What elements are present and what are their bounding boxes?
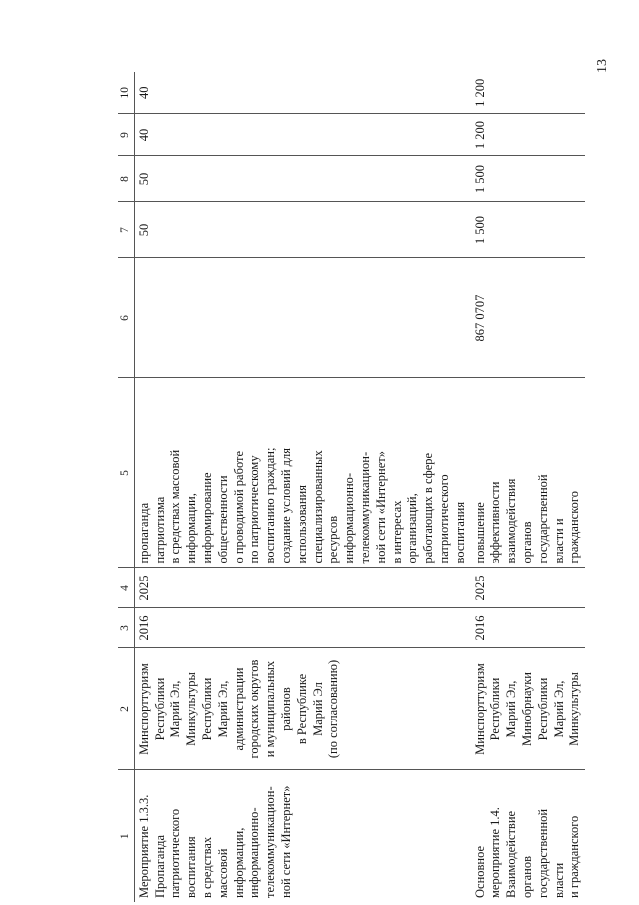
rotated-page-content	[118, 72, 620, 902]
cell-line: воспитанию граждан;	[263, 447, 278, 564]
activity-name-cell	[134, 770, 470, 902]
cell-line: патриотического	[168, 808, 183, 898]
cell-line: информации,	[231, 827, 246, 898]
cell-line: районов	[278, 687, 293, 731]
cell-line: информационно-	[247, 807, 262, 898]
cell-line: государственной	[535, 474, 550, 564]
activity-name-cell	[471, 770, 586, 902]
cell-line: Марий Эл,	[215, 680, 230, 738]
cell-line: эффективности	[488, 481, 503, 564]
col-header-6: 6	[118, 258, 134, 378]
cell-line: ресурсов	[326, 515, 341, 564]
table-row	[471, 72, 586, 902]
cell-line: Республики	[535, 677, 550, 741]
page-number: 13	[595, 59, 610, 73]
cell-line: информирование	[199, 472, 214, 564]
cell-line: телекоммуникацион-	[357, 451, 372, 564]
cell-line: Мероприятие 1.3.3.	[136, 794, 151, 898]
cell-line: Республики	[152, 677, 167, 741]
cell-line: телекоммуникацион-	[263, 786, 278, 898]
cell-line: мероприятие 1.4.	[488, 807, 503, 898]
cell-line: государственной	[535, 808, 550, 898]
end-year-cell: 2025	[471, 568, 586, 608]
cell-line: органов	[519, 855, 534, 898]
cell-line: органов	[519, 521, 534, 564]
cell-line: пропаганда	[136, 502, 151, 564]
col-header-10: 10	[118, 72, 134, 114]
cell-line: Марий Эл,	[504, 680, 519, 738]
cell-line: власти и	[551, 518, 566, 564]
value-cell: 40	[134, 72, 470, 114]
value-cell: 1 200	[471, 72, 586, 114]
cell-line: и гражданского	[567, 815, 582, 898]
start-year-cell: 2016	[471, 608, 586, 648]
col-header-7: 7	[118, 202, 134, 258]
cell-line: о проводимой работе	[231, 450, 246, 564]
cell-line: администрации	[231, 667, 246, 751]
responsible-executor-cell	[134, 648, 470, 770]
end-year-cell: 2025	[134, 568, 470, 608]
cell-line: Минспорттуризм	[136, 663, 151, 755]
cell-line: Минобрнауки	[519, 672, 534, 746]
cell-line: использования	[294, 485, 309, 564]
cell-line: Марий Эл	[310, 682, 325, 736]
budget-code-cell	[134, 258, 470, 378]
cell-line: Минкультуры	[184, 672, 199, 746]
cell-line: в средствах	[199, 836, 214, 898]
cell-line: организаций,	[405, 493, 420, 564]
value-cell: 50	[134, 156, 470, 202]
expected-result-cell	[471, 378, 586, 568]
value-cell: 40	[134, 114, 470, 156]
responsible-executor-cell	[471, 648, 586, 770]
cell-line: Основное	[472, 845, 487, 898]
cell-line: городских округов	[247, 659, 262, 759]
col-header-4: 4	[118, 568, 134, 608]
cell-line: информации,	[184, 493, 199, 564]
cell-line: повышение	[472, 502, 487, 564]
cell-line: информационно-	[342, 472, 357, 564]
cell-line: и муниципальных	[263, 660, 278, 758]
cell-line: специализированных	[310, 450, 325, 564]
cell-line: в интересах	[389, 500, 404, 564]
cell-line: взаимодействия	[504, 478, 519, 564]
expected-result-cell	[134, 378, 470, 568]
cell-line: создание условий для	[278, 447, 293, 564]
column-number-header-row	[118, 72, 134, 902]
cell-line: воспитания	[452, 501, 467, 564]
cell-line: патриотического	[436, 474, 451, 564]
cell-line: массовой	[215, 848, 230, 898]
cell-line: по патриотическому	[247, 455, 262, 564]
cell-line: Республики	[199, 677, 214, 741]
cell-line: патриотизма	[152, 496, 167, 564]
cell-line: Минкультуры	[567, 672, 582, 746]
cell-line: в средствах массовой	[168, 449, 183, 564]
cell-line: (по согласованию)	[326, 659, 341, 759]
cell-line: общественности	[215, 475, 230, 564]
cell-line: Республики	[488, 677, 503, 741]
cell-line: Минспорттуризм	[472, 663, 487, 755]
table-row	[134, 72, 470, 902]
col-header-9: 9	[118, 114, 134, 156]
value-cell: 50	[134, 202, 470, 258]
cell-line: власти	[551, 862, 566, 898]
cell-line: Пропаганда	[152, 834, 167, 898]
cell-line: гражданского	[567, 491, 582, 564]
cell-line: в Республике	[294, 673, 309, 745]
col-header-1: 1	[118, 770, 134, 902]
budget-code-cell: 867 0707	[471, 258, 586, 378]
value-cell: 1 500	[471, 156, 586, 202]
value-cell: 1 200	[471, 114, 586, 156]
col-header-3: 3	[118, 608, 134, 648]
cell-line: воспитания	[184, 836, 199, 898]
col-header-8: 8	[118, 156, 134, 202]
cell-line: ной сети «Интернет»	[278, 785, 293, 898]
cell-line: Взаимодействие	[504, 810, 519, 898]
cell-line: Марий Эл,	[168, 680, 183, 738]
cell-line: Марий Эл,	[551, 680, 566, 738]
value-cell: 1 500	[471, 202, 586, 258]
col-header-5: 5	[118, 378, 134, 568]
program-activities-table	[118, 72, 585, 902]
col-header-2: 2	[118, 648, 134, 770]
cell-line: ной сети «Интернет»	[373, 451, 388, 564]
cell-line: работающих в сфере	[421, 452, 436, 564]
start-year-cell: 2016	[134, 608, 470, 648]
